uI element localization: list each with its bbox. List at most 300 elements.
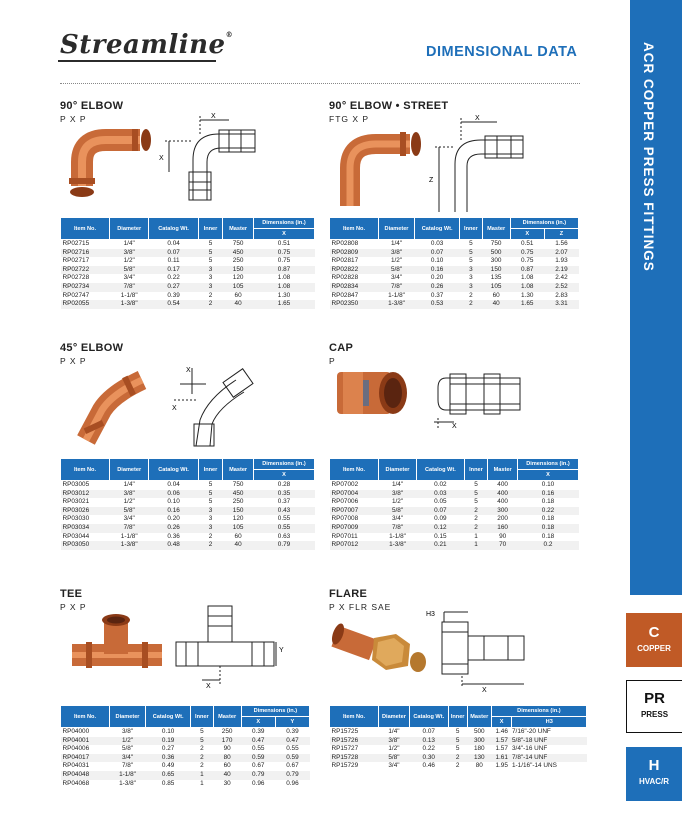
tab-press-label: PRESS — [640, 710, 669, 719]
table-cell: 0.10 — [430, 257, 444, 265]
table-cell: 3/8" — [110, 249, 149, 258]
elbow-90-street-drawing — [425, 112, 530, 217]
table-cell: 150 — [482, 266, 510, 275]
section-subtitle-cap: P — [329, 356, 336, 366]
table-cell: 0.06 — [149, 490, 198, 499]
table-cell: RP04031 — [62, 762, 90, 770]
table-cell: 2.52 — [544, 283, 578, 292]
table-cell: 0.22 — [518, 507, 579, 516]
table-cell: 0.53 — [415, 300, 460, 309]
table-cell: 1-1/8" — [120, 291, 138, 299]
table-cell: 40 — [213, 771, 241, 780]
table-cell: 0.26 — [415, 283, 460, 292]
table-cell: RP07008 — [331, 515, 359, 523]
table-cell: RP04000 — [62, 728, 90, 735]
table-cell: 2 — [208, 532, 213, 540]
table-cell: RP15726 — [330, 737, 379, 746]
table-cell: 1/2" — [390, 257, 403, 265]
header-divider — [60, 83, 580, 84]
table-cell: 105 — [223, 283, 254, 292]
table-cell: 3 — [198, 266, 222, 275]
table-cell: 0.63 — [277, 532, 291, 540]
table-cell: RP04068 — [62, 779, 90, 787]
table-cell: 1.57 — [491, 737, 512, 746]
table-cell: 1.30 — [277, 291, 291, 299]
table-cell: 5 — [474, 498, 478, 506]
table-cell: 0.10 — [541, 481, 555, 488]
table-cell: 5/8" — [379, 754, 410, 763]
table-cell: 2 — [474, 515, 478, 523]
table-cell: 2 — [191, 754, 213, 763]
table-cell: 0.16 — [415, 266, 460, 275]
table-cell: 0.07 — [149, 249, 198, 258]
flare-dim-h3: H3 — [426, 611, 435, 618]
table-cell: 3 — [460, 266, 482, 275]
table-cell: 3/4" — [390, 274, 403, 282]
col-master: Master — [223, 459, 254, 481]
col-dim-x: X — [491, 717, 512, 728]
table-cell: 3/8" — [379, 737, 410, 746]
table-cell: 5 — [208, 498, 213, 506]
table-cell: 0.22 — [167, 274, 180, 282]
section-title-45-elbow: 45° ELBOW — [60, 342, 124, 354]
table-cell: 0.02 — [434, 481, 447, 488]
table-row — [61, 274, 315, 283]
table-cell: 500 — [473, 728, 485, 735]
col-dim-x: X — [510, 229, 544, 240]
table-cell: 0.46 — [422, 762, 435, 770]
table-cell: 130 — [467, 754, 491, 763]
table-cell: 3/8" — [379, 249, 415, 258]
tab-press[interactable] — [626, 680, 682, 733]
table-cell: 250 — [221, 728, 233, 735]
col-inner: Inner — [448, 706, 467, 728]
table-row — [330, 498, 579, 507]
table-cell: 0.79 — [254, 541, 315, 550]
elbow-45-photo — [72, 366, 152, 446]
table-cell: 3/4" — [110, 754, 146, 763]
tab-copper[interactable] — [626, 613, 682, 667]
table-cell: 3 — [198, 524, 222, 533]
table-cell: RP07006 — [331, 498, 359, 506]
table-cell: 2.42 — [555, 274, 568, 282]
table-cell: 0.03 — [430, 240, 444, 247]
table-cell: 0.20 — [167, 515, 180, 523]
col-dim-x: X — [518, 470, 579, 481]
table-cell: 5 — [208, 481, 213, 488]
table-cell: RP03034 — [61, 524, 110, 533]
table-cell: RP15725 — [331, 728, 359, 735]
table-cell: 90 — [223, 745, 231, 753]
table-cell: 1/2" — [110, 737, 146, 746]
table-cell: 0.18 — [518, 524, 579, 533]
col-diameter: Diameter — [110, 706, 146, 728]
table-cell: 3 — [198, 507, 222, 516]
table-cell: 7/8"-14 UNF — [512, 754, 587, 763]
table-cell: 80 — [213, 754, 241, 763]
table-cell: RP02822 — [330, 266, 379, 275]
table-cell: 0.39 — [252, 728, 265, 735]
table-90-elbow-street — [329, 217, 579, 309]
table-cell: 0.30 — [409, 754, 448, 763]
table-cell: 180 — [473, 745, 485, 753]
table-cell: 0.20 — [430, 274, 444, 282]
table-cell: 3/4" — [391, 515, 404, 523]
table-cell: 0.35 — [254, 490, 315, 499]
table-cell: RP04048 — [61, 771, 110, 780]
table-cell: 2 — [208, 291, 213, 299]
table-cell: 0.55 — [277, 515, 291, 523]
table-cell: 2 — [448, 754, 467, 763]
table-cell: 0.75 — [277, 257, 291, 265]
table-cell: 0.79 — [241, 771, 275, 780]
table-cell: 0.75 — [254, 249, 315, 258]
table-cell: 1-1/8" — [120, 532, 138, 540]
table-row — [61, 780, 310, 789]
col-catalog-wt: Catalog Wt. — [415, 218, 460, 240]
table-cell: 3 — [469, 274, 473, 282]
elbow-90-drawing — [155, 112, 265, 202]
table-cell: 5 — [455, 728, 460, 735]
table-cell: 400 — [497, 498, 508, 506]
col-dimensions: Dimensions (in.) — [254, 218, 315, 229]
table-cell: 1-3/8" — [379, 541, 417, 550]
tab-press-letter: PR — [644, 690, 665, 707]
table-cell: 5/8" — [379, 507, 417, 516]
table-cell: 0.67 — [286, 762, 299, 770]
table-cell: 1/2" — [388, 745, 400, 753]
table-row — [330, 266, 579, 275]
cap-drawing — [432, 364, 527, 434]
col-diameter: Diameter — [379, 459, 417, 481]
col-inner: Inner — [198, 459, 222, 481]
table-cell: RP02834 — [330, 283, 379, 292]
table-cell: RP03050 — [61, 541, 110, 550]
table-90-elbow — [60, 217, 315, 309]
table-cell: 40 — [223, 541, 254, 550]
elbow-90-photo — [62, 128, 154, 200]
tab-copper-letter: C — [648, 624, 660, 641]
table-cell: RP15727 — [331, 745, 359, 753]
col-dimensions: Dimensions (in.) — [510, 218, 578, 229]
table-cell: 5 — [191, 737, 213, 746]
table-cell: 105 — [482, 283, 510, 292]
table-cap — [329, 458, 579, 550]
table-cell: RP03012 — [61, 490, 110, 499]
table-cell: 2 — [464, 507, 488, 516]
table-cell: RP07011 — [331, 532, 358, 540]
table-cell: 0.07 — [415, 249, 460, 258]
table-row — [61, 257, 315, 266]
table-cell: 40 — [223, 300, 254, 309]
table-cell: 5 — [198, 249, 222, 258]
table-row — [330, 728, 587, 737]
table-row — [61, 771, 310, 780]
table-cell: 40 — [482, 300, 510, 309]
section-subtitle-45-elbow: P X P — [60, 356, 87, 366]
table-cell: 0.18 — [541, 498, 555, 506]
table-cell: RP02747 — [62, 291, 90, 299]
table-row — [61, 498, 315, 507]
table-cell: 5/8" — [379, 266, 415, 275]
col-item-no: Item No. — [61, 706, 110, 728]
table-cell: 1-3/8" — [110, 300, 149, 309]
col-dimensions: Dimensions (in.) — [518, 459, 579, 470]
table-cell: 0.55 — [252, 745, 265, 753]
col-master: Master — [482, 218, 510, 240]
tee-drawing — [172, 600, 287, 690]
col-catalog-wt: Catalog Wt. — [149, 218, 198, 240]
table-flare — [329, 705, 587, 771]
table-cell: 0.18 — [541, 515, 555, 523]
table-cell: 0.27 — [149, 283, 198, 292]
table-cell: 0.04 — [167, 240, 180, 247]
table-cell: 1.65 — [254, 300, 315, 309]
table-cell: 0.04 — [167, 481, 180, 488]
table-cell: 5 — [469, 240, 473, 247]
col-item-no: Item No. — [61, 459, 110, 481]
table-cell: 0.65 — [146, 771, 191, 780]
col-inner: Inner — [191, 706, 213, 728]
table-cell: 7/16"-20 UNF — [511, 728, 551, 735]
table-cell: 1 — [200, 779, 204, 787]
section-subtitle-90-elbow: P X P — [60, 114, 87, 124]
table-row — [61, 507, 315, 516]
table-cell: 135 — [490, 274, 502, 282]
section-title-90-elbow: 90° ELBOW — [60, 100, 124, 112]
table-row — [330, 274, 579, 283]
logo-underline — [58, 60, 216, 62]
table-row — [330, 292, 579, 301]
table-row — [330, 249, 579, 258]
table-cell: 3/4"-16 UNF — [511, 745, 548, 753]
table-cell: 3/8" — [121, 728, 134, 735]
table-row — [330, 283, 579, 292]
table-cell: 0.21 — [417, 541, 465, 550]
table-cell: RP02715 — [62, 240, 90, 247]
table-cell: 0.09 — [434, 515, 447, 523]
table-cell: 0.16 — [149, 507, 198, 516]
table-cell: 1/4" — [123, 481, 135, 488]
table-cell: 3 — [208, 515, 213, 523]
table-cell: RP03005 — [62, 481, 90, 488]
col-master: Master — [223, 218, 254, 240]
elbow-90-dim-x-top: X — [211, 113, 216, 120]
table-cell: 2 — [469, 291, 473, 299]
table-cell: 1.08 — [510, 283, 544, 292]
table-cell: 0.75 — [521, 257, 534, 265]
table-cell: 3 — [460, 283, 482, 292]
table-cell: 1-1/8" — [110, 771, 146, 780]
table-cell: 0.49 — [161, 762, 175, 770]
table-cell: 5 — [198, 490, 222, 499]
table-cell: 1-1/8" — [388, 291, 405, 299]
section-subtitle-flare: P X FLR SAE — [329, 602, 392, 612]
tab-hvacr[interactable] — [626, 747, 682, 801]
table-cell: 150 — [223, 507, 254, 516]
table-cell: 1/4" — [391, 481, 404, 488]
table-cell: 0.39 — [286, 728, 299, 735]
table-cell: 0.37 — [277, 498, 291, 506]
table-cell: 70 — [488, 541, 518, 550]
table-row — [61, 728, 310, 737]
table-cell: 5 — [469, 257, 473, 265]
col-inner: Inner — [460, 218, 482, 240]
table-cell: 1-1/8" — [389, 532, 406, 540]
table-cell: 1-3/8" — [110, 541, 149, 550]
table-cell: RP07007 — [330, 507, 379, 516]
table-cell: 1.95 — [495, 762, 508, 770]
table-cell: 0.96 — [252, 779, 265, 787]
table-row — [61, 292, 315, 301]
table-cell: 0.10 — [167, 498, 180, 506]
table-cell: 1.65 — [510, 300, 544, 309]
tab-hvacr-letter: H — [648, 757, 660, 774]
table-row — [61, 490, 315, 499]
table-cell: 0.37 — [430, 291, 444, 299]
col-dim-h3: H3 — [512, 717, 587, 728]
table-cell: 250 — [232, 257, 244, 265]
table-cell: 0.36 — [146, 754, 191, 763]
table-cell: RP03021 — [62, 498, 90, 506]
table-cell: 1.93 — [555, 257, 568, 265]
table-cell: 450 — [223, 490, 254, 499]
col-dimensions: Dimensions (in.) — [491, 706, 586, 717]
table-cell: RP02828 — [331, 274, 359, 282]
table-cell: RP02809 — [330, 249, 379, 258]
col-inner: Inner — [464, 459, 488, 481]
table-row — [330, 745, 587, 754]
table-cell: 0.12 — [417, 524, 465, 533]
table-cell: 3 — [198, 283, 222, 292]
table-cell: 60 — [234, 291, 242, 299]
page-title: DIMENSIONAL DATA — [426, 44, 578, 60]
table-cell: RP02817 — [331, 257, 359, 265]
table-row — [330, 481, 579, 490]
col-dim-y: Y — [275, 717, 309, 728]
table-cell: RP02055 — [61, 300, 110, 309]
section-subtitle-90-elbow-street: FTG X P — [329, 114, 370, 124]
table-cell: 250 — [232, 498, 244, 506]
table-cell: 0.51 — [521, 240, 534, 247]
col-diameter: Diameter — [379, 218, 415, 240]
table-cell: RP15728 — [330, 754, 379, 763]
table-row — [330, 737, 587, 746]
table-cell: 5 — [460, 249, 482, 258]
table-cell: 0.36 — [167, 532, 180, 540]
col-dim-z: Z — [544, 229, 578, 240]
table-cell: 0.03 — [417, 490, 465, 499]
col-master: Master — [213, 706, 241, 728]
table-row — [61, 266, 315, 275]
table-cell: 450 — [223, 249, 254, 258]
table-cell: 3/8" — [379, 490, 417, 499]
table-cell: RP07004 — [330, 490, 379, 499]
table-cell: 0.22 — [422, 745, 435, 753]
table-cell: 5 — [208, 257, 213, 265]
table-cell: 0.26 — [149, 524, 198, 533]
table-cell: 170 — [213, 737, 241, 746]
col-dimensions: Dimensions (in.) — [241, 706, 309, 717]
table-row — [61, 541, 315, 550]
section-title-90-elbow-street: 90° ELBOW • STREET — [329, 100, 449, 112]
table-row — [330, 300, 579, 309]
table-cell: 0.51 — [277, 240, 291, 247]
table-cell: 3/4" — [123, 274, 135, 282]
table-cell: 30 — [223, 779, 231, 787]
table-cell: 1 — [464, 541, 488, 550]
section-subtitle-tee: P X P — [60, 602, 87, 612]
table-cell: 0.2 — [518, 541, 579, 550]
table-cell: 1.61 — [491, 754, 512, 763]
table-45-elbow — [60, 458, 315, 550]
elbow-90-street-dim-x: X — [475, 115, 480, 122]
col-diameter: Diameter — [110, 459, 149, 481]
tee-dim-x: X — [206, 683, 211, 690]
cap-photo — [333, 364, 411, 422]
table-cell: 750 — [232, 240, 244, 247]
elbow-90-dim-x-side: X — [159, 155, 164, 162]
col-dim-x: X — [254, 470, 315, 481]
tee-dim-y: Y — [279, 647, 284, 654]
table-cell: 1.08 — [521, 274, 534, 282]
table-cell: RP07009 — [330, 524, 379, 533]
col-catalog-wt: Catalog Wt. — [149, 459, 198, 481]
table-cell: 1 — [474, 532, 478, 540]
table-cell: 3.31 — [544, 300, 578, 309]
table-cell: 2 — [198, 300, 222, 309]
table-cell: 3/4" — [388, 762, 400, 770]
table-cell: 5 — [464, 490, 488, 499]
table-cell: RP02350 — [330, 300, 379, 309]
table-cell: 7/8" — [110, 283, 149, 292]
table-cell: RP02716 — [61, 249, 110, 258]
table-cell: 1/2" — [123, 498, 135, 506]
table-cell: 1.46 — [495, 728, 508, 735]
table-cell: 3 — [208, 274, 213, 282]
table-cell: 1.08 — [254, 283, 315, 292]
table-cell: 2.07 — [544, 249, 578, 258]
table-row — [330, 490, 579, 499]
table-cell: 0.07 — [422, 728, 435, 735]
table-cell: 1.30 — [521, 291, 534, 299]
table-cell: 300 — [490, 257, 502, 265]
table-row — [330, 524, 579, 533]
table-cell: 1/4" — [390, 240, 403, 247]
table-row — [330, 533, 579, 542]
table-cell: 0.18 — [541, 532, 555, 540]
table-cell: 60 — [234, 532, 242, 540]
table-cell: 1-3/8" — [379, 300, 415, 309]
table-cell: 500 — [482, 249, 510, 258]
table-cell: 0.39 — [167, 291, 180, 299]
table-cell: RP04006 — [62, 745, 90, 753]
table-cell: RP02847 — [331, 291, 359, 299]
table-cell: 0.16 — [518, 490, 579, 499]
table-row — [61, 515, 315, 524]
col-item-no: Item No. — [330, 459, 379, 481]
elbow-45-drawing — [170, 364, 255, 449]
table-cell: 5/8"-18 UNF — [512, 737, 587, 746]
table-row — [330, 507, 579, 516]
table-cell: 0.87 — [510, 266, 544, 275]
table-cell: RP02808 — [331, 240, 359, 247]
table-cell: 2 — [455, 762, 460, 770]
table-row — [61, 745, 310, 754]
table-cell: 0.47 — [275, 737, 309, 746]
table-cell: RP03030 — [62, 515, 90, 523]
table-cell: 2 — [200, 762, 204, 770]
